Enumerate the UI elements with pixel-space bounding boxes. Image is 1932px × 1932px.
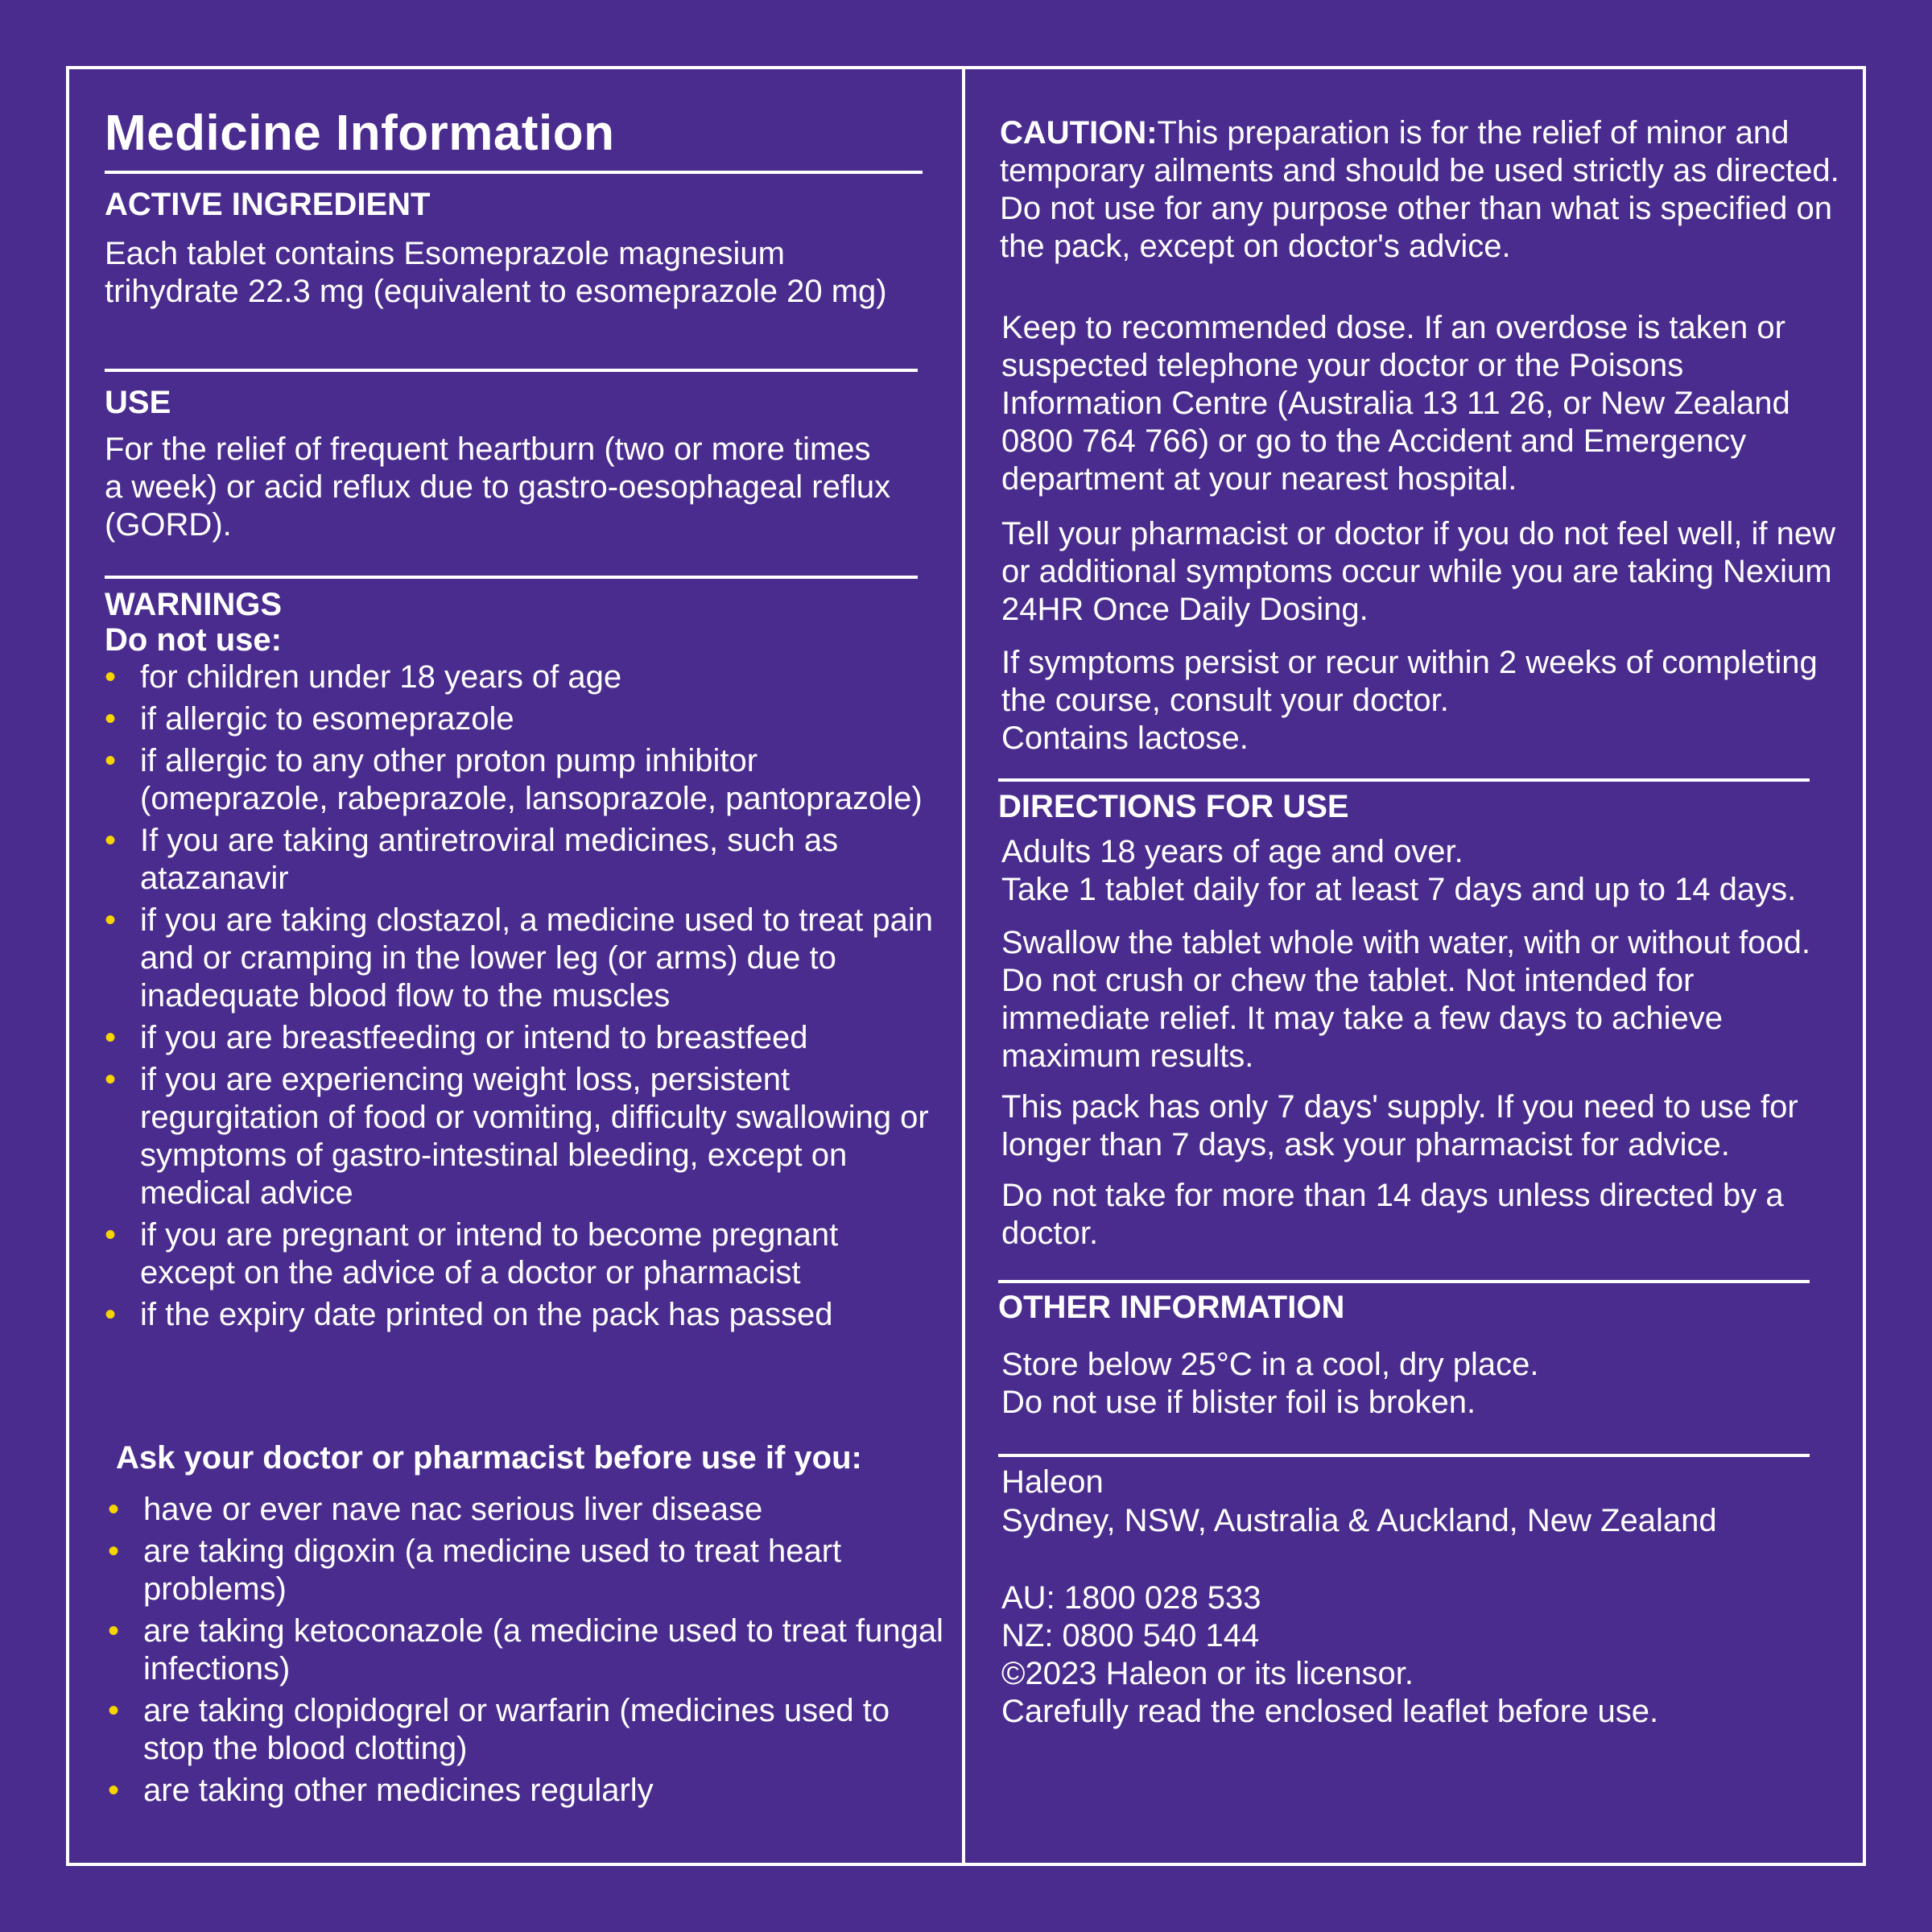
list-item	[108, 1533, 945, 1608]
warnings-heading: WARNINGS	[105, 587, 282, 622]
bullet-icon: •	[108, 1534, 120, 1569]
caution-label: CAUTION:	[1000, 115, 1158, 151]
directions-heading: DIRECTIONS FOR USE	[998, 789, 1349, 824]
list-item-text: if allergic to esomeprazole	[140, 701, 514, 737]
page-title: Medicine Information	[105, 105, 615, 161]
list-item	[108, 1491, 945, 1529]
list-item-text: if you are pregnant or intend to become pregnant except on the advice of a doctor or pharmacist	[140, 1217, 839, 1290]
company-name: Haleon	[1001, 1464, 1104, 1500]
directions-line1: Adults 18 years of age and over.	[1001, 834, 1463, 869]
active-ingredient-heading: ACTIVE INGREDIENT	[105, 187, 431, 222]
ask-doctor-list	[108, 1491, 945, 1814]
list-item	[105, 700, 942, 738]
persist-text: If symptoms persist or recur within 2 weeks of completing the course, consult your doctor.	[1001, 645, 1818, 718]
list-item	[105, 902, 942, 1015]
column-divider	[962, 66, 965, 1866]
bullet-icon: •	[105, 823, 117, 858]
list-item-text: if the expiry date printed on the pack has passed	[140, 1297, 833, 1332]
section-rule	[105, 576, 918, 579]
list-item	[108, 1692, 945, 1768]
list-item	[105, 1296, 942, 1334]
active-ingredient-text: Each tablet contains Esomeprazole magnesium trihydrate 22.3 mg (equivalent to esomeprazole 20 mg)	[105, 236, 887, 309]
section-rule	[998, 778, 1810, 782]
list-item-text: if you are breastfeeding or intend to breastfeed	[140, 1020, 808, 1055]
do-not-use-label: Do not use:	[105, 622, 282, 658]
list-item-text: have or ever nave nac serious liver disease	[143, 1492, 763, 1527]
nz-phone: NZ: 0800 540 144	[1001, 1618, 1260, 1653]
blister-text: Do not use if blister foil is broken.	[1001, 1385, 1476, 1420]
list-item-text: if you are taking clostazol, a medicine used to treat pain and or cramping in the lower leg (or arms) due to inadequate blood flow to the muscles	[140, 902, 933, 1013]
bullet-icon: •	[105, 1297, 117, 1332]
bullet-icon: •	[105, 1217, 117, 1253]
section-rule	[998, 1280, 1810, 1283]
list-item-text: are taking other medicines regularly	[143, 1773, 654, 1808]
overdose-text: Keep to recommended dose. If an overdose is taken or suspected telephone your doctor or the Poisons Information Centre (Australia 13 11 26, or New Zealand 0800 764 766) or go to the Accident and Emergency department at your nearest hospital.	[1001, 310, 1790, 497]
bullet-icon: •	[105, 1062, 117, 1097]
list-item	[105, 1216, 942, 1292]
bullet-icon: •	[105, 1020, 117, 1055]
list-item-text: are taking ketoconazole (a medicine used to treat fungal infections)	[143, 1613, 943, 1686]
directions-max-days: Do not take for more than 14 days unless directed by a doctor.	[1001, 1178, 1784, 1251]
list-item	[108, 1772, 945, 1810]
list-item	[105, 822, 942, 898]
list-item	[105, 1061, 942, 1212]
section-rule	[998, 1454, 1810, 1457]
list-item	[108, 1612, 945, 1688]
list-item	[105, 658, 942, 696]
ask-doctor-label: Ask your doctor or pharmacist before use if you:	[116, 1440, 862, 1476]
list-item	[105, 1019, 942, 1057]
bullet-icon: •	[108, 1613, 120, 1649]
directions-line2: Take 1 tablet daily for at least 7 days and up to 14 days.	[1001, 872, 1797, 907]
list-item	[105, 742, 942, 818]
bullet-icon: •	[108, 1773, 120, 1808]
bullet-icon: •	[108, 1492, 120, 1527]
leaflet-note: Carefully read the enclosed leaflet before use.	[1001, 1694, 1659, 1729]
bullet-icon: •	[105, 902, 117, 938]
tell-pharmacist-text: Tell your pharmacist or doctor if you do not feel well, if new or additional symptoms occur while you are taking Nexium 24HR Once Daily Dosing.	[1001, 516, 1836, 627]
copyright-text: ©2023 Haleon or its licensor.	[1001, 1656, 1414, 1691]
title-rule	[105, 171, 923, 174]
list-item-text: If you are taking antiretroviral medicines, such as atazanavir	[140, 823, 839, 896]
au-phone: AU: 1800 028 533	[1001, 1580, 1261, 1616]
caution-text	[1000, 114, 1845, 266]
storage-text: Store below 25°C in a cool, dry place.	[1001, 1347, 1539, 1382]
other-info-heading: OTHER INFORMATION	[998, 1290, 1345, 1325]
section-rule	[105, 369, 918, 372]
list-item-text: are taking clopidogrel or warfarin (medicines used to stop the blood clotting)	[143, 1693, 890, 1766]
use-text: For the relief of frequent heartburn (two or more times a week) or acid reflux due to gastro-oesophageal reflux (GORD).	[105, 431, 891, 543]
list-item-text: if allergic to any other proton pump inhibitor (omeprazole, rabeprazole, lansoprazole, pantoprazole)	[140, 743, 923, 816]
company-address: Sydney, NSW, Australia & Auckland, New Zealand	[1001, 1503, 1717, 1538]
list-item-text: are taking digoxin (a medicine used to treat heart problems)	[143, 1534, 842, 1607]
bullet-icon: •	[105, 701, 117, 737]
directions-swallow: Swallow the tablet whole with water, with or without food. Do not crush or chew the tablet. Not intended for immediate relief. It may take a few days to achieve maximum results.	[1001, 925, 1810, 1074]
directions-supply: This pack has only 7 days' supply. If you need to use for longer than 7 days, ask your pharmacist for advice.	[1001, 1089, 1798, 1162]
bullet-icon: •	[105, 743, 117, 778]
caution-body: This preparation is for the relief of minor and temporary ailments and should be used strictly as directed. Do not use for any purpose other than what is specified on the pack, except on doctor's advice.	[1000, 115, 1839, 264]
do-not-use-list	[105, 658, 942, 1338]
list-item-text: if you are experiencing weight loss, persistent regurgitation of food or vomiting, difficulty swallowing or symptoms of gastro-intestinal bleeding, except on medical advice	[140, 1062, 929, 1211]
use-heading: USE	[105, 385, 171, 420]
bullet-icon: •	[105, 659, 117, 695]
list-item-text: for children under 18 years of age	[140, 659, 622, 695]
bullet-icon: •	[108, 1693, 120, 1728]
lactose-text: Contains lactose.	[1001, 720, 1249, 756]
